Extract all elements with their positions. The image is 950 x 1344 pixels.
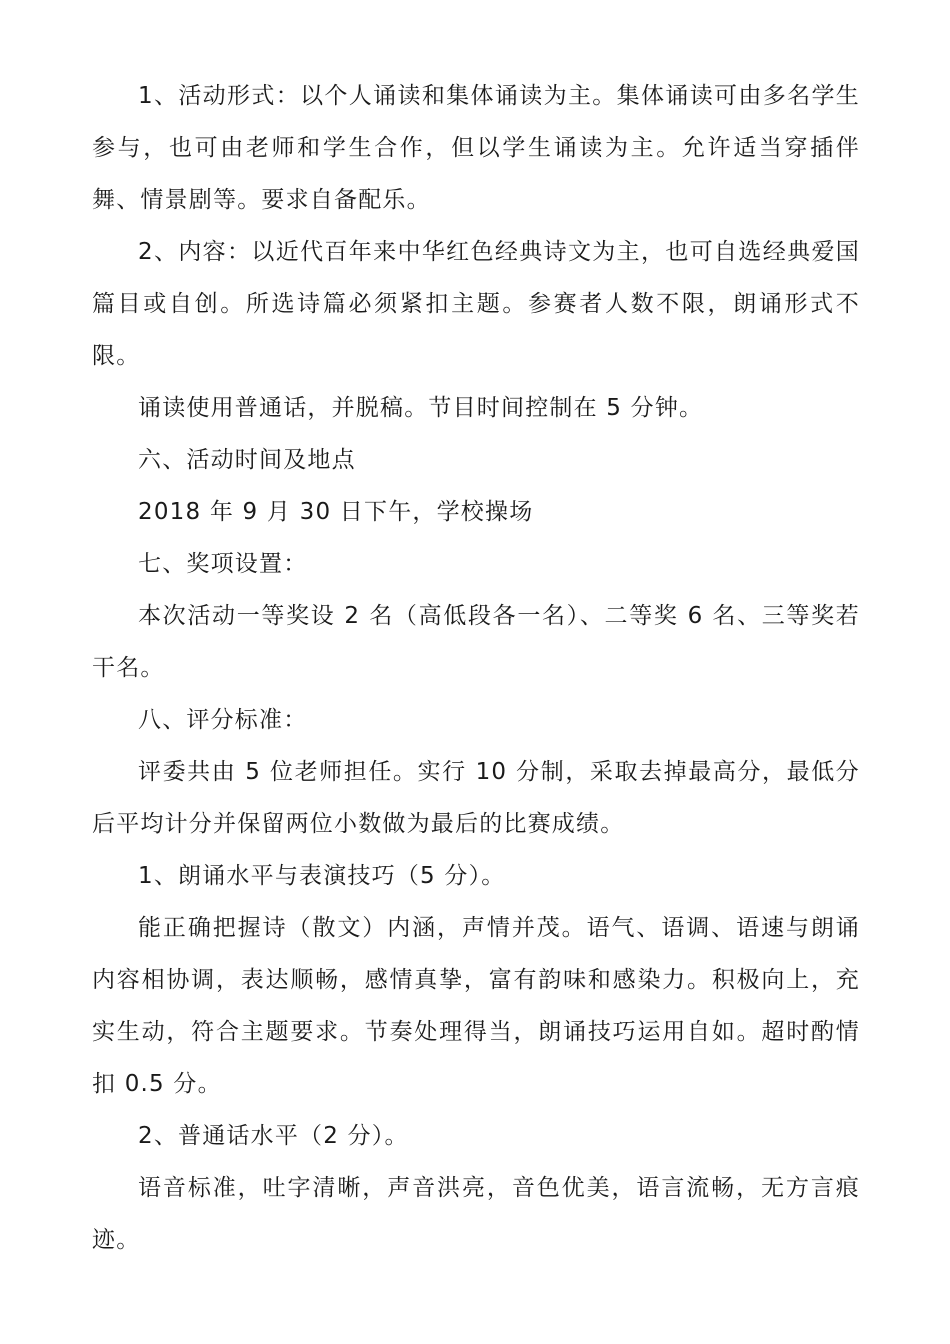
heading-scoring: 八、评分标准： <box>138 707 308 733</box>
criterion-recitation: 1、朗诵水平与表演技巧（5 分）。 <box>138 863 506 889</box>
paragraph-judges: 评委共由 5 位老师担任。实行 10 分制，采取去掉最高分，最低分后平均计分并保留两位小数做为最后的比赛成绩。 <box>92 759 860 837</box>
criterion-mandarin: 2、普通话水平（2 分）。 <box>138 1123 409 1149</box>
paragraph-language-rules: 诵读使用普通话，并脱稿。节目时间控制在 5 分钟。 <box>138 395 704 421</box>
heading-time-and-place: 六、活动时间及地点 <box>138 447 356 473</box>
paragraph-awards: 本次活动一等奖设 2 名（高低段各一名）、二等奖 6 名、三等奖若干名。 <box>92 603 860 681</box>
paragraph-content: 2、内容：以近代百年来中华红色经典诗文为主，也可自选经典爱国篇目或自创。所选诗篇必须紧扣主题。参赛者人数不限，朗诵形式不限。 <box>92 239 860 369</box>
document-body <box>92 70 860 1266</box>
paragraph-recitation-detail: 能正确把握诗（散文）内涵，声情并茂。语气、语调、语速与朗诵内容相协调，表达顺畅，感情真挚，富有韵味和感染力。积极向上，充实生动，符合主题要求。节奏处理得当，朗诵技巧运用自如。超时酌情扣 0.5 分。 <box>92 915 860 1097</box>
heading-awards: 七、奖项设置： <box>138 551 308 577</box>
paragraph-activity-form: 1、活动形式：以个人诵读和集体诵读为主。集体诵读可由多名学生参与，也可由老师和学生合作，但以学生诵读为主。允许适当穿插伴舞、情景剧等。要求自备配乐。 <box>92 83 860 213</box>
paragraph-date-location: 2018 年 9 月 30 日下午，学校操场 <box>138 499 534 525</box>
paragraph-mandarin-detail: 语音标准，吐字清晰，声音洪亮，音色优美，语言流畅，无方言痕迹。 <box>92 1175 860 1253</box>
